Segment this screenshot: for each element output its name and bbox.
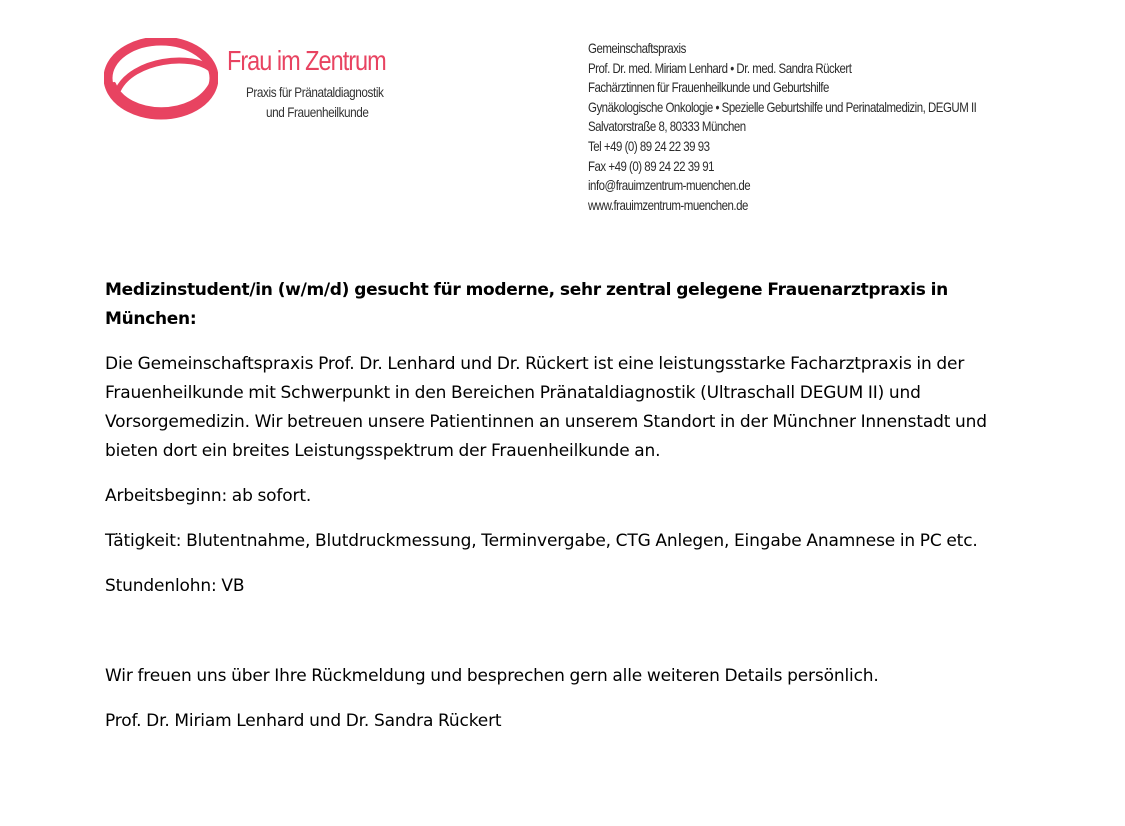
letter-body <box>105 276 1025 736</box>
contact-email: info@frauimzentrum-muenchen.de <box>588 177 751 194</box>
contact-doctors: Prof. Dr. med. Miriam Lenhard • Dr. med. Sandra Rückert <box>588 59 852 76</box>
hourly-wage: Stundenlohn: VB <box>105 576 245 596</box>
contact-block <box>588 39 1028 215</box>
logo-subtitle-line-2: und Frauenheilkunde <box>266 104 369 120</box>
logo-subtitle-line-1: Praxis für Pränataldiagnostik <box>246 84 384 100</box>
start-date: Arbeitsbeginn: ab sofort. <box>105 486 312 506</box>
contact-fax: Fax +49 (0) 89 24 22 39 91 <box>588 157 715 174</box>
contact-address: Salvatorstraße 8, 80333 München <box>588 118 746 135</box>
contact-website: www.frauimzentrum-muenchen.de <box>588 196 748 213</box>
practice-description: Die Gemeinschaftspraxis Prof. Dr. Lenhard und Dr. Rückert ist eine leistungsstarke Facharztpraxis in der Frauenheilkunde mit Schwerpunkt in den Bereichen Pränataldiagnostik (Ultraschall DEGUM II) und Vorsorgemedizin. Wir betreuen unsere Patientinnen an unserem Standort in der Münchner Innenstadt und bieten dort ein breites Leistungsspektrum der Frauenheilkunde an. <box>105 354 987 461</box>
practice-logo <box>104 38 424 122</box>
logo-title: Frau im Zentrum <box>227 45 386 76</box>
job-tasks: Tätigkeit: Blutentnahme, Blutdruckmessung, Terminvergabe, CTG Anlegen, Eingabe Anamnese in PC etc. <box>105 531 978 551</box>
job-headline: Medizinstudent/in (w/m/d) gesucht für moderne, sehr zentral gelegene Frauenarztpraxis in München: <box>105 280 948 329</box>
logo-swirl-icon <box>104 38 218 122</box>
contact-practice-type: Gemeinschaftspraxis <box>588 40 686 56</box>
closing-sentence: Wir freuen uns über Ihre Rückmeldung und besprechen gern alle weiteren Details persönlich. <box>105 666 879 686</box>
contact-subspecialties: Gynäkologische Onkologie • Spezielle Geburtshilfe und Perinatalmedizin, DEGUM II <box>588 98 977 115</box>
contact-specialty: Fachärztinnen für Frauenheilkunde und Geburtshilfe <box>588 79 829 96</box>
contact-phone: Tel +49 (0) 89 24 22 39 93 <box>588 137 710 154</box>
signature: Prof. Dr. Miriam Lenhard und Dr. Sandra Rückert <box>105 711 502 731</box>
